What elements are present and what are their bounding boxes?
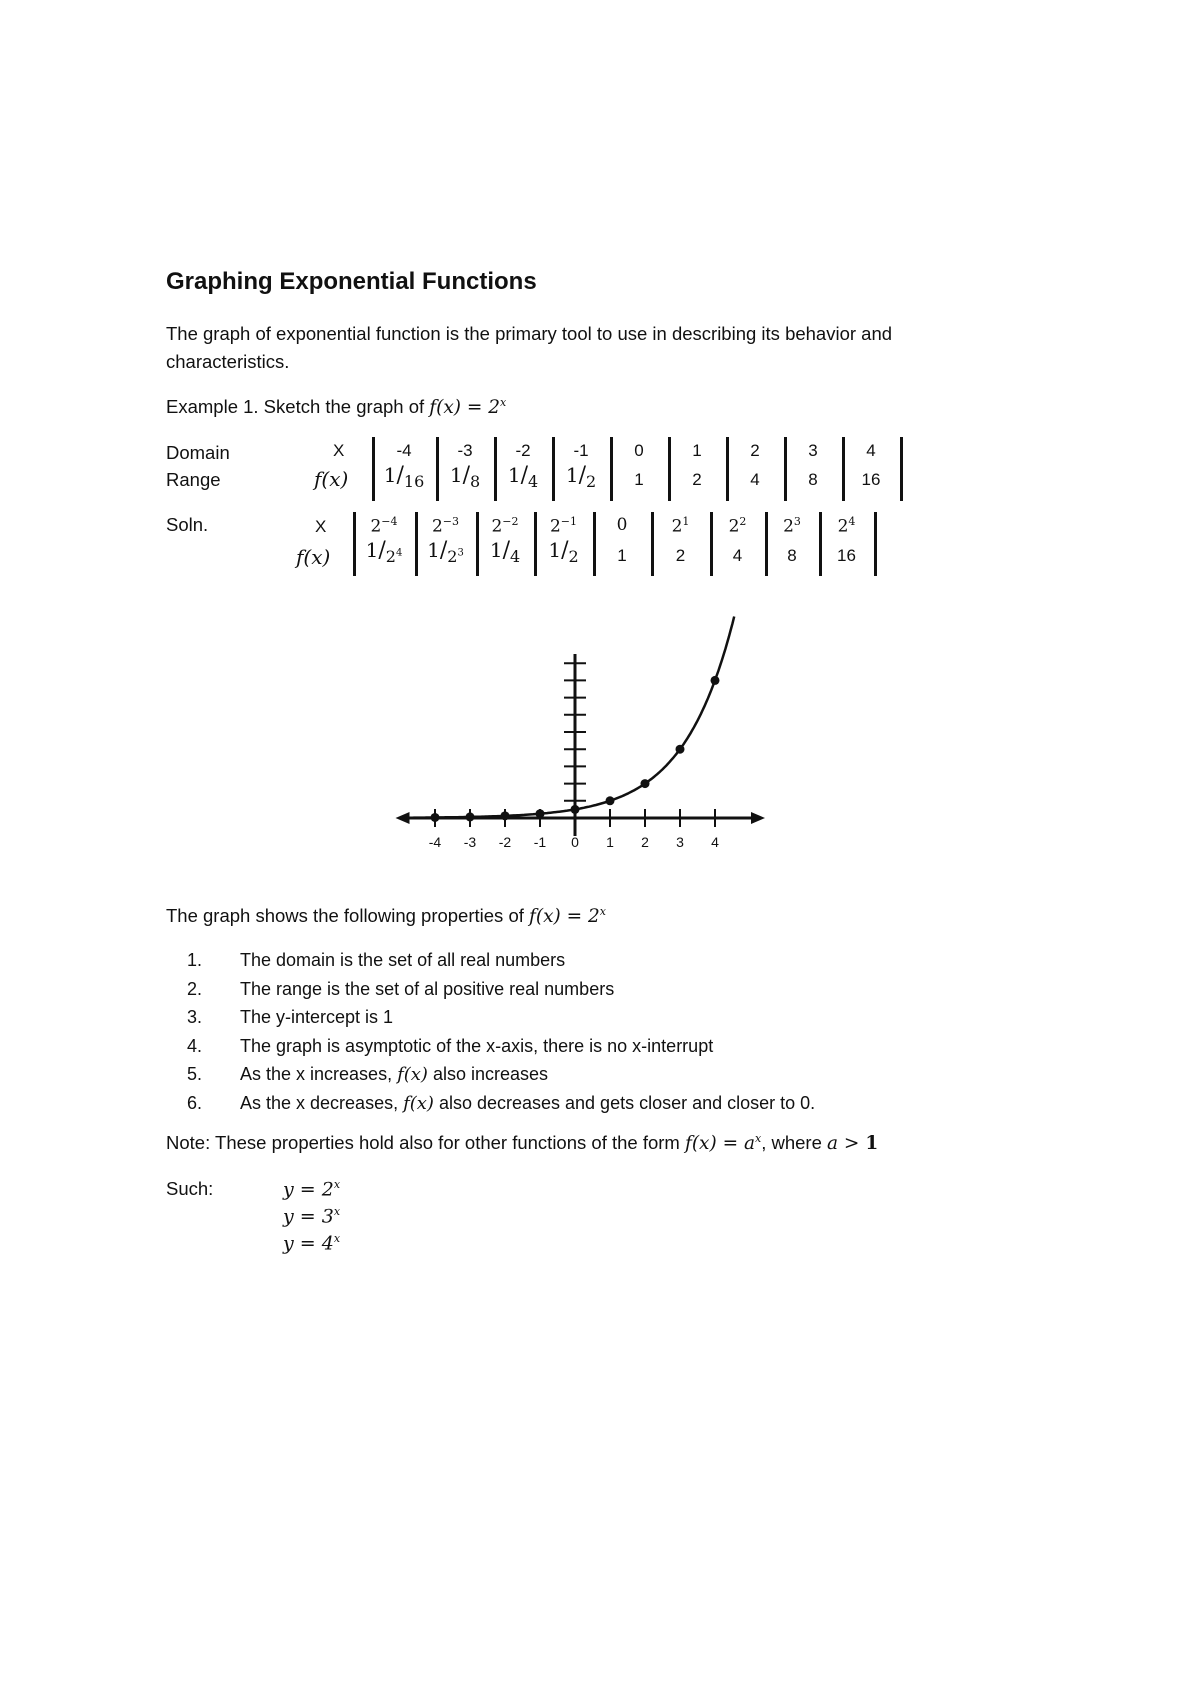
note-text: Note: These properties hold also for other functions of the form xyxy=(166,1132,685,1154)
such-equation xyxy=(283,1178,340,1200)
list-item-text: As the x increases, xyxy=(240,1064,398,1084)
table1-fx-header: f(x) xyxy=(314,467,349,491)
list-item-text: The y-intercept is 1 xyxy=(240,1007,394,1027)
table1-fx-value xyxy=(437,463,493,491)
fraction xyxy=(449,463,481,491)
fraction-slash: / xyxy=(378,538,386,563)
list-item-number: 5. xyxy=(186,1064,202,1084)
fraction-slash: / xyxy=(462,463,470,488)
table1-x-header: X xyxy=(333,441,345,460)
such-equation xyxy=(283,1232,340,1254)
list-item xyxy=(240,1036,713,1057)
fraction-numerator: 1 xyxy=(449,463,463,487)
table1-fx-value: 2 xyxy=(692,470,702,489)
power-exponent: 4 xyxy=(848,515,856,528)
power-base: 2 xyxy=(491,516,503,537)
table1-x-value: 3 xyxy=(808,441,818,460)
x-tick-label: 1 xyxy=(606,834,614,850)
list-item-number: 2. xyxy=(186,978,202,999)
table2-x-value xyxy=(653,515,709,537)
list-item-number: 3. xyxy=(186,1007,202,1027)
x-tick-label: 2 xyxy=(641,834,649,850)
such-equation-exponent: x xyxy=(333,1178,341,1191)
table1-x-value: -2 xyxy=(515,441,531,460)
table2-x-value xyxy=(477,515,533,537)
table1-x-value: -1 xyxy=(573,441,589,460)
list-item-text: The graph is asymptotic of the x-axis, there is no x-interrupt xyxy=(240,1035,714,1056)
list-item xyxy=(240,979,614,1000)
data-point xyxy=(606,796,615,805)
such-equation-lhs: y = 2 xyxy=(283,1178,334,1201)
power-base: 2 xyxy=(431,516,443,537)
properties-function: f(x) = 2 xyxy=(529,906,600,928)
table1-fx-value xyxy=(495,463,551,491)
such-equation-lhs: y = 3 xyxy=(283,1205,334,1228)
exponential-graph xyxy=(390,600,770,860)
fraction-denominator-exponent: 3 xyxy=(457,547,464,559)
table2-fx-value xyxy=(417,538,475,566)
table1-x-value: -4 xyxy=(396,441,412,460)
table2-fx-value: 4 xyxy=(732,546,743,565)
fraction-denominator: $2^3$ xyxy=(447,547,464,566)
x-tick-label: -1 xyxy=(533,834,547,850)
power-exponent: −4 xyxy=(381,515,398,528)
fraction xyxy=(427,538,464,566)
table2-x-value xyxy=(819,515,875,537)
list-item xyxy=(240,1007,393,1028)
list-item-text: The domain is the set of all real numbers xyxy=(240,950,566,970)
power-exponent: 3 xyxy=(793,515,801,528)
power-base: 2 xyxy=(728,516,740,537)
fraction-denominator: 8 xyxy=(469,472,481,491)
table1-column-divider xyxy=(372,437,375,501)
exponential-curve xyxy=(411,617,735,818)
table2-fx-value xyxy=(535,538,593,566)
note-condition: a > xyxy=(827,1133,866,1155)
such-equation-exponent: x xyxy=(333,1205,341,1218)
power-base: 2 xyxy=(837,516,849,537)
power-exponent: −2 xyxy=(502,515,519,528)
note-where: , where xyxy=(761,1132,828,1154)
fraction-numerator: 1 xyxy=(427,538,440,562)
fraction-numerator: 1 xyxy=(489,538,503,562)
table1-x-value: 2 xyxy=(750,441,760,460)
list-item xyxy=(240,1064,548,1085)
power-base: 2 xyxy=(671,516,683,537)
table2-x-header: X xyxy=(315,517,327,536)
table2-x-value xyxy=(710,515,766,537)
list-item-math: f(x) xyxy=(403,1092,434,1114)
x-tick-labels xyxy=(429,834,719,850)
fraction-denominator: 4 xyxy=(509,547,521,566)
data-point xyxy=(676,745,685,754)
fraction-slash: / xyxy=(578,463,586,488)
intro-line-1: The graph of exponential function is the primary tool to use in describing its behavior and xyxy=(166,323,893,344)
fraction-denominator: 2 xyxy=(585,472,597,491)
fraction-slash: / xyxy=(502,538,510,563)
table2-x-value: 0 xyxy=(616,515,628,535)
table1-fx-value xyxy=(376,463,432,491)
table1-column-divider xyxy=(900,437,903,501)
row-label-domain: Domain xyxy=(166,442,230,463)
table1-column-divider xyxy=(784,437,787,501)
power-exponent: 1 xyxy=(682,515,690,528)
properties-intro xyxy=(166,905,606,927)
list-item-number: 1. xyxy=(186,950,202,970)
note-condition-value: 1 xyxy=(865,1133,879,1155)
fraction-denominator-exponent: 4 xyxy=(395,547,403,559)
table2-x-value xyxy=(356,515,412,537)
data-point xyxy=(501,811,510,820)
such-equation-lhs: y = 4 xyxy=(283,1232,334,1255)
table1-x-value: 1 xyxy=(692,441,702,460)
power-base: 2 xyxy=(370,516,382,537)
fraction-numerator: 1 xyxy=(507,463,521,487)
x-tick-label: 3 xyxy=(676,834,684,850)
power-exponent: 2 xyxy=(739,515,747,528)
note xyxy=(166,1132,878,1154)
list-item-number: 6. xyxy=(186,1092,202,1113)
table2-x-value xyxy=(764,515,820,537)
table1-column-divider xyxy=(668,437,671,501)
table1-column-divider xyxy=(842,437,845,501)
table2-fx-value: 2 xyxy=(675,546,686,565)
table1-fx-value xyxy=(553,463,609,491)
example-label: Example 1. Sketch the graph of xyxy=(166,396,430,418)
table1-column-divider xyxy=(726,437,729,501)
fraction xyxy=(489,538,521,566)
fraction-denominator: 2 xyxy=(568,547,579,566)
table1-fx-value: 16 xyxy=(861,470,881,489)
power-base: 2 xyxy=(549,516,561,537)
fraction-slash: / xyxy=(439,538,448,563)
table2-x-value xyxy=(536,515,592,537)
list-item-number: 4. xyxy=(186,1035,202,1056)
fraction-numerator: 1 xyxy=(565,463,579,487)
list-item xyxy=(240,950,565,971)
fraction xyxy=(565,463,597,491)
list-item-text: also increases xyxy=(427,1064,548,1084)
page-title: Graphing Exponential Functions xyxy=(166,268,537,295)
fraction-denominator: 4 xyxy=(527,472,539,491)
table1-x-value: 4 xyxy=(866,441,876,460)
example-function: f(x) = 2 xyxy=(429,397,501,419)
power-exponent: −3 xyxy=(442,515,460,528)
fraction xyxy=(365,538,403,566)
table2-fx-value xyxy=(355,538,413,566)
table1-fx-value: 1 xyxy=(634,470,644,489)
fraction xyxy=(383,463,425,491)
data-point xyxy=(641,779,650,788)
soln-label: Soln. xyxy=(166,514,209,535)
table1-fx-value: 8 xyxy=(808,470,818,489)
power-base: 2 xyxy=(783,516,794,537)
x-tick-label: -3 xyxy=(463,834,477,850)
fraction-numerator: 1 xyxy=(365,538,379,562)
such-equation-exponent: x xyxy=(333,1232,341,1245)
properties-intro-text: The graph shows the following properties of xyxy=(166,905,530,927)
list-item-text: As the x decreases, xyxy=(240,1092,404,1113)
list-item-text: also decreases and gets closer and closer to 0. xyxy=(433,1092,816,1113)
table2-fx-value: 8 xyxy=(787,546,797,565)
x-axis-left-arrow xyxy=(396,812,410,824)
fraction-slash: / xyxy=(396,463,404,488)
such-label: Such: xyxy=(166,1178,214,1199)
table1-x-value: 0 xyxy=(634,441,644,460)
data-point xyxy=(431,813,440,822)
x-tick-label: -4 xyxy=(428,834,442,850)
row-label-range: Range xyxy=(166,469,221,490)
table1-column-divider xyxy=(610,437,613,501)
intro-line-2: characteristics. xyxy=(166,351,290,372)
note-exponent: x xyxy=(754,1132,762,1145)
table2-x-value xyxy=(418,515,474,537)
fraction-denominator: $2^4$ xyxy=(385,547,403,566)
fraction-denominator: 16 xyxy=(403,472,425,491)
data-point xyxy=(466,812,475,821)
table2-fx-header: f(x) xyxy=(296,545,331,569)
data-point xyxy=(711,676,720,685)
note-function: f(x) = a xyxy=(684,1133,755,1155)
data-point xyxy=(536,809,545,818)
example-heading xyxy=(166,396,506,418)
example-exponent: x xyxy=(500,396,507,409)
table1-x-value: -3 xyxy=(457,441,473,460)
x-tick-label: 0 xyxy=(571,834,579,850)
table2-fx-value: 1 xyxy=(617,546,627,565)
list-item-text: The range is the set of al positive real numbers xyxy=(240,978,615,999)
fraction xyxy=(548,538,579,566)
power-exponent: −1 xyxy=(560,515,578,528)
x-tick-label: -2 xyxy=(498,834,512,850)
table1-fx-value: 4 xyxy=(750,470,760,489)
x-axis-right-arrow xyxy=(751,812,765,824)
table2-fx-value: 16 xyxy=(837,546,856,565)
table2-fx-value xyxy=(476,538,534,566)
properties-exponent: x xyxy=(599,905,606,918)
fraction-numerator: 1 xyxy=(383,463,397,487)
list-item xyxy=(240,1093,815,1114)
fraction-slash: / xyxy=(520,463,528,488)
such-equation xyxy=(283,1205,340,1227)
fraction-slash: / xyxy=(561,538,569,563)
data-point xyxy=(571,805,580,814)
x-tick-label: 4 xyxy=(711,834,719,850)
list-item-math: f(x) xyxy=(397,1064,428,1085)
fraction xyxy=(507,463,539,491)
fraction-numerator: 1 xyxy=(548,538,562,562)
